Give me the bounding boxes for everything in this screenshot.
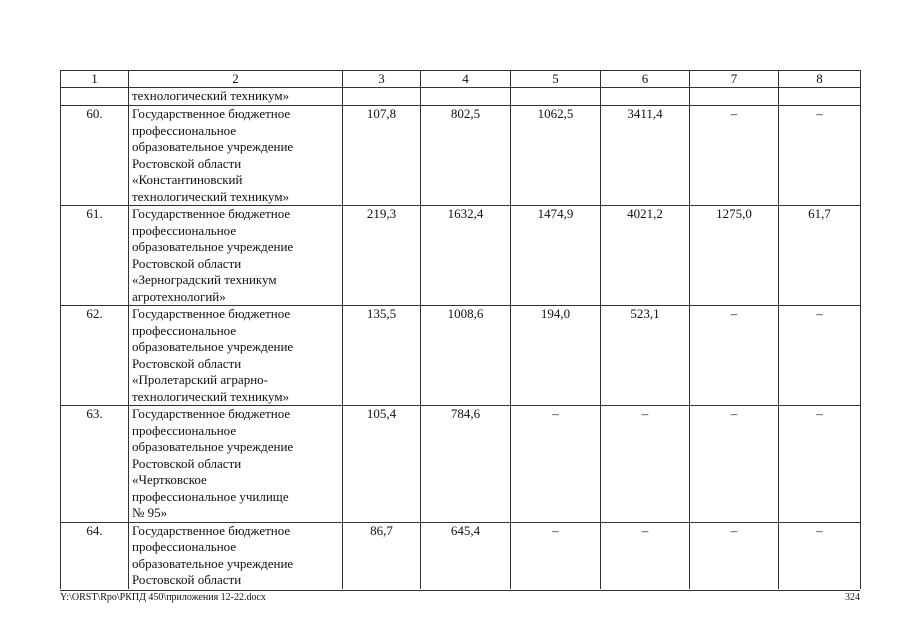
name-line: профессиональное xyxy=(132,422,237,438)
value-cell-c3: 107,8 xyxy=(343,106,421,206)
value-cell-c3: 105,4 xyxy=(343,406,421,523)
row-number: 61. xyxy=(61,206,129,306)
cell-empty xyxy=(61,88,129,106)
value-cell-c5: 1062,5 xyxy=(511,106,601,206)
name-line: профессиональное xyxy=(132,222,237,238)
name-line: Ростовской области xyxy=(132,572,242,587)
cell-empty xyxy=(601,88,690,106)
page-footer xyxy=(60,590,860,603)
header-cell: 5 xyxy=(511,71,601,88)
continuation-row xyxy=(61,88,861,106)
cell-empty xyxy=(511,88,601,106)
table-row xyxy=(61,106,861,206)
value-cell-c3: 86,7 xyxy=(343,522,421,589)
institution-name xyxy=(129,522,343,589)
name-line: Ростовской области xyxy=(132,355,242,371)
value-cell-c8: 61,7 xyxy=(779,206,861,306)
name-line: образовательное учреждение xyxy=(132,139,294,154)
name-line: агротехнологий» xyxy=(132,288,226,304)
row-number: 62. xyxy=(61,306,129,406)
row-number: 64. xyxy=(61,522,129,589)
name-line: «Зерноградский техникум xyxy=(132,272,277,287)
value-cell-c6: – xyxy=(601,522,690,589)
header-cell: 4 xyxy=(421,71,511,88)
value-cell-c5: 194,0 xyxy=(511,306,601,406)
value-cell-c3: 219,3 xyxy=(343,206,421,306)
header-cell: 6 xyxy=(601,71,690,88)
cell-empty xyxy=(779,88,861,106)
name-line: профессиональное xyxy=(132,539,237,554)
header-cell: 1 xyxy=(61,71,129,88)
value-cell-c7: – xyxy=(690,106,779,206)
name-line: профессиональное училище xyxy=(132,488,289,504)
name-line: Ростовской области xyxy=(132,255,242,271)
header-cell: 3 xyxy=(343,71,421,88)
value-cell-c8: – xyxy=(779,406,861,523)
row-number: 63. xyxy=(61,406,129,523)
continuation-text: технологический техникум» xyxy=(129,88,343,106)
name-line: образовательное учреждение xyxy=(132,339,294,354)
value-cell-c7: – xyxy=(690,522,779,589)
institution-name xyxy=(129,406,343,523)
value-cell-c6: 3411,4 xyxy=(601,106,690,206)
institution-name xyxy=(129,106,343,206)
institution-name xyxy=(129,306,343,406)
name-line: профессиональное xyxy=(132,122,237,138)
value-cell-c8: – xyxy=(779,522,861,589)
table-row xyxy=(61,306,861,406)
name-line: № 95» xyxy=(132,505,168,520)
cell-empty xyxy=(690,88,779,106)
value-cell-c4: 1632,4 xyxy=(421,206,511,306)
table-row xyxy=(61,406,861,523)
value-cell-c4: 784,6 xyxy=(421,406,511,523)
header-cell: 7 xyxy=(690,71,779,88)
name-line: Государственное бюджетное xyxy=(132,306,291,321)
value-cell-c5: – xyxy=(511,522,601,589)
name-line: образовательное учреждение xyxy=(132,555,294,571)
name-line: Ростовской области xyxy=(132,455,242,471)
name-line: «Константиновский xyxy=(132,172,243,187)
table-row xyxy=(61,206,861,306)
data-table xyxy=(60,70,861,589)
value-cell-c3: 135,5 xyxy=(343,306,421,406)
name-line: Государственное бюджетное xyxy=(132,522,291,538)
file-path: Y:\ORST\Rpo\РКПД 450\приложения 12-22.docx xyxy=(60,592,266,603)
value-cell-c5: 1474,9 xyxy=(511,206,601,306)
header-row xyxy=(61,71,861,88)
value-cell-c8: – xyxy=(779,306,861,406)
name-line: технологический техникум» xyxy=(132,188,290,204)
value-cell-c5: – xyxy=(511,406,601,523)
value-cell-c4: 645,4 xyxy=(421,522,511,589)
value-cell-c6: 523,1 xyxy=(601,306,690,406)
value-cell-c8: – xyxy=(779,106,861,206)
value-cell-c4: 1008,6 xyxy=(421,306,511,406)
value-cell-c7: 1275,0 xyxy=(690,206,779,306)
value-cell-c4: 802,5 xyxy=(421,106,511,206)
name-line: «Чертковское xyxy=(132,472,207,487)
name-line: технологический техникум» xyxy=(132,388,290,404)
header-cell: 8 xyxy=(779,71,861,88)
name-line: образовательное учреждение xyxy=(132,239,294,254)
table-row xyxy=(61,522,861,589)
header-cell: 2 xyxy=(129,71,343,88)
name-line: Государственное бюджетное xyxy=(132,406,291,421)
value-cell-c7: – xyxy=(690,406,779,523)
cell-empty xyxy=(343,88,421,106)
value-cell-c7: – xyxy=(690,306,779,406)
name-line: Государственное бюджетное xyxy=(132,106,291,121)
page-number: 324 xyxy=(845,592,860,603)
value-cell-c6: – xyxy=(601,406,690,523)
row-number: 60. xyxy=(61,106,129,206)
name-line: Ростовской области xyxy=(132,155,242,171)
name-line: образовательное учреждение xyxy=(132,439,294,454)
value-cell-c6: 4021,2 xyxy=(601,206,690,306)
name-line: Государственное бюджетное xyxy=(132,206,291,221)
institution-name xyxy=(129,206,343,306)
cell-empty xyxy=(421,88,511,106)
name-line: «Пролетарский аграрно- xyxy=(132,372,268,387)
name-line: профессиональное xyxy=(132,322,237,338)
